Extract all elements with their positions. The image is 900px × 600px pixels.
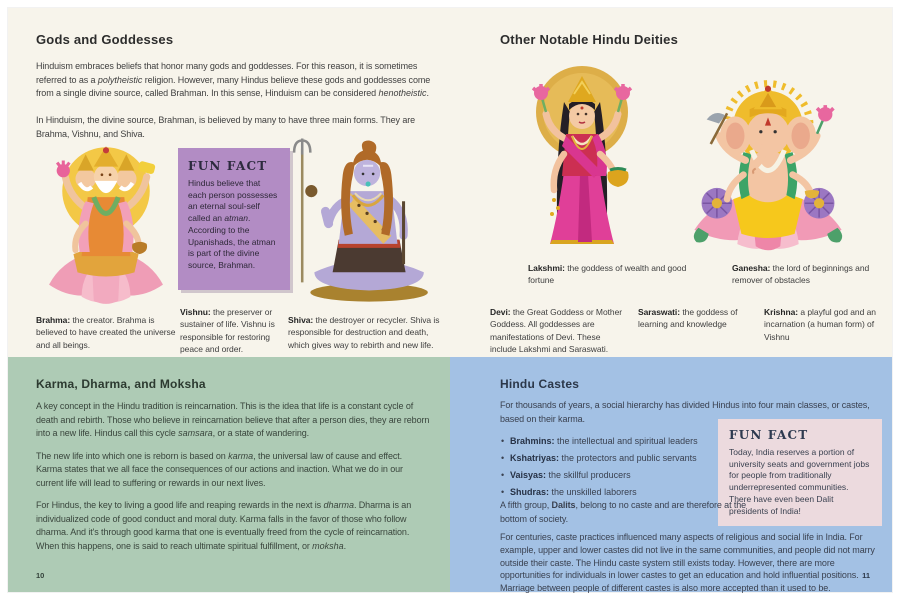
castes-section-heading: Hindu Castes [500,377,580,391]
fun-fact-box-atman [178,148,290,290]
caste-bullet-shudras: • Shudras: the unskilled laborers [500,486,725,498]
karma-section-heading: Karma, Dharma, and Moksha [36,377,206,391]
krishna-caption: Krishna: a playful god and an incarnation (a human form) of Vishnu [764,307,876,342]
castes-paragraph-2: A fifth group, Dalits, belong to no caste and are therefore at the bottom of society. [500,500,747,524]
intro-paragraph-1: Hinduism embraces beliefs that honor many gods and goddesses. For this reason, it is sometimes referred to as a polytheistic religion. However, many Hindus believe these gods and goddesses come from a single divine source, called Brahman. In this sense, Hinduism can be considered henotheistic. [36,61,431,98]
brahma-caption: Brahma: the creator. Brahma is believed to have created the universe and all beings. [36,315,176,350]
karma-paragraph-1: A key concept in the Hindu tradition is reincarnation. This is the idea that life is a constant cycle of death and rebirth. Those who believe in reincarnation believe that after a person dies, they are reborn into a new life. Hindus call this cycle samsara, or a state of wandering. [36,401,430,438]
caste-bullet-kshatriyas: • Kshatriyas: the protectors and public servants [500,452,725,464]
right-page-number: 11 [862,571,870,580]
karma-paragraph-3: For Hindus, the key to living a good life and reaping rewards in the next is dharma. Dharma is an individualized code of good conduct and moral duty. Karma falls in the favor of those who follow dharma. And it's through good karma that one is eventually freed from the cycle of reincarnation. When this happens, one is said to reach ultimate spiritual fulfillment, or moksha. [36,500,412,551]
lakshmi-caption: Lakshmi: the goddess of wealth and good fortune [528,263,687,286]
intro-paragraph-2: In Hinduism, the divine source, Brahman, is believed by many to have three main forms. They are Brahma, Vishnu, and Shiva. [36,115,416,139]
hindu-castes-section [450,357,892,592]
karma-paragraph-2: The new life into which one is reborn is based on karma, the universal law of cause and effect. Karma states that we all face the consequences of our actions and inaction. What we do in our current life will lead to suffering or rewards in our next lives. [36,450,403,488]
right-page-heading: Other Notable Hindu Deities [500,32,679,47]
shiva-illustration [286,130,438,308]
fun-fact-title: FUN FACT [729,428,809,442]
caste-bullet-brahmins: • Brahmins: the intellectual and spiritual leaders [500,435,725,447]
vishnu-caption: Vishnu: the preserver or sustainer of life. Vishnu is responsible for restoring peace and order. [180,307,275,354]
shiva-caption: Shiva: the destroyer or recycler. Shiva is responsible for destruction and death, which gives way to rebirth and new life. [288,315,440,350]
castes-bullet-list [500,435,725,504]
ganesha-illustration [676,78,860,258]
fun-fact-title: FUN FACT [188,159,268,173]
lakshmi-illustration [502,52,662,256]
brahma-illustration [34,130,178,308]
fun-fact-text: Today, India reserves a portion of university seats and government jobs for people from traditionally underrepresented communities. There have even been Dalit presidents of India! [729,447,870,516]
caste-bullet-vaisyas: • Vaisyas: the skillful producers [500,469,725,481]
ganesha-caption: Ganesha: the lord of beginnings and remover of obstacles [732,263,870,286]
saraswati-caption: Saraswati: the goddess of learning and knowledge [638,307,738,330]
devi-caption: Devi: the Great Goddess or Mother Goddess. All goddesses are manifestations of Devi. These include Lakshmi and Saraswati. [490,307,623,354]
castes-paragraph-3: For centuries, caste practices influenced many aspects of religious and social life in India. For example, upper and lower castes did not live in the same communities, and people did not marry outside their caste. The Hindu caste system still exists today. However, there are more opportunities for individuals in lower castes to get an education and hold influential positions. Marriage between people of different castes is also more accepted than it used to be. [500,532,875,594]
left-page-number: 10 [36,571,45,580]
fun-fact-text: Hindus believe that each person possesses an eternal soul-self called an atman. According to the Upanishads, the atman is part of the divine source, Brahman. [188,178,278,271]
karma-dharma-moksha-section [8,357,450,592]
page-spread [8,8,892,592]
castes-paragraph-1: For thousands of years, a social hierarchy has divided Hindus into four main classes, or castes, based on their karma. [500,400,870,424]
left-page-heading: Gods and Goddesses [36,32,174,47]
